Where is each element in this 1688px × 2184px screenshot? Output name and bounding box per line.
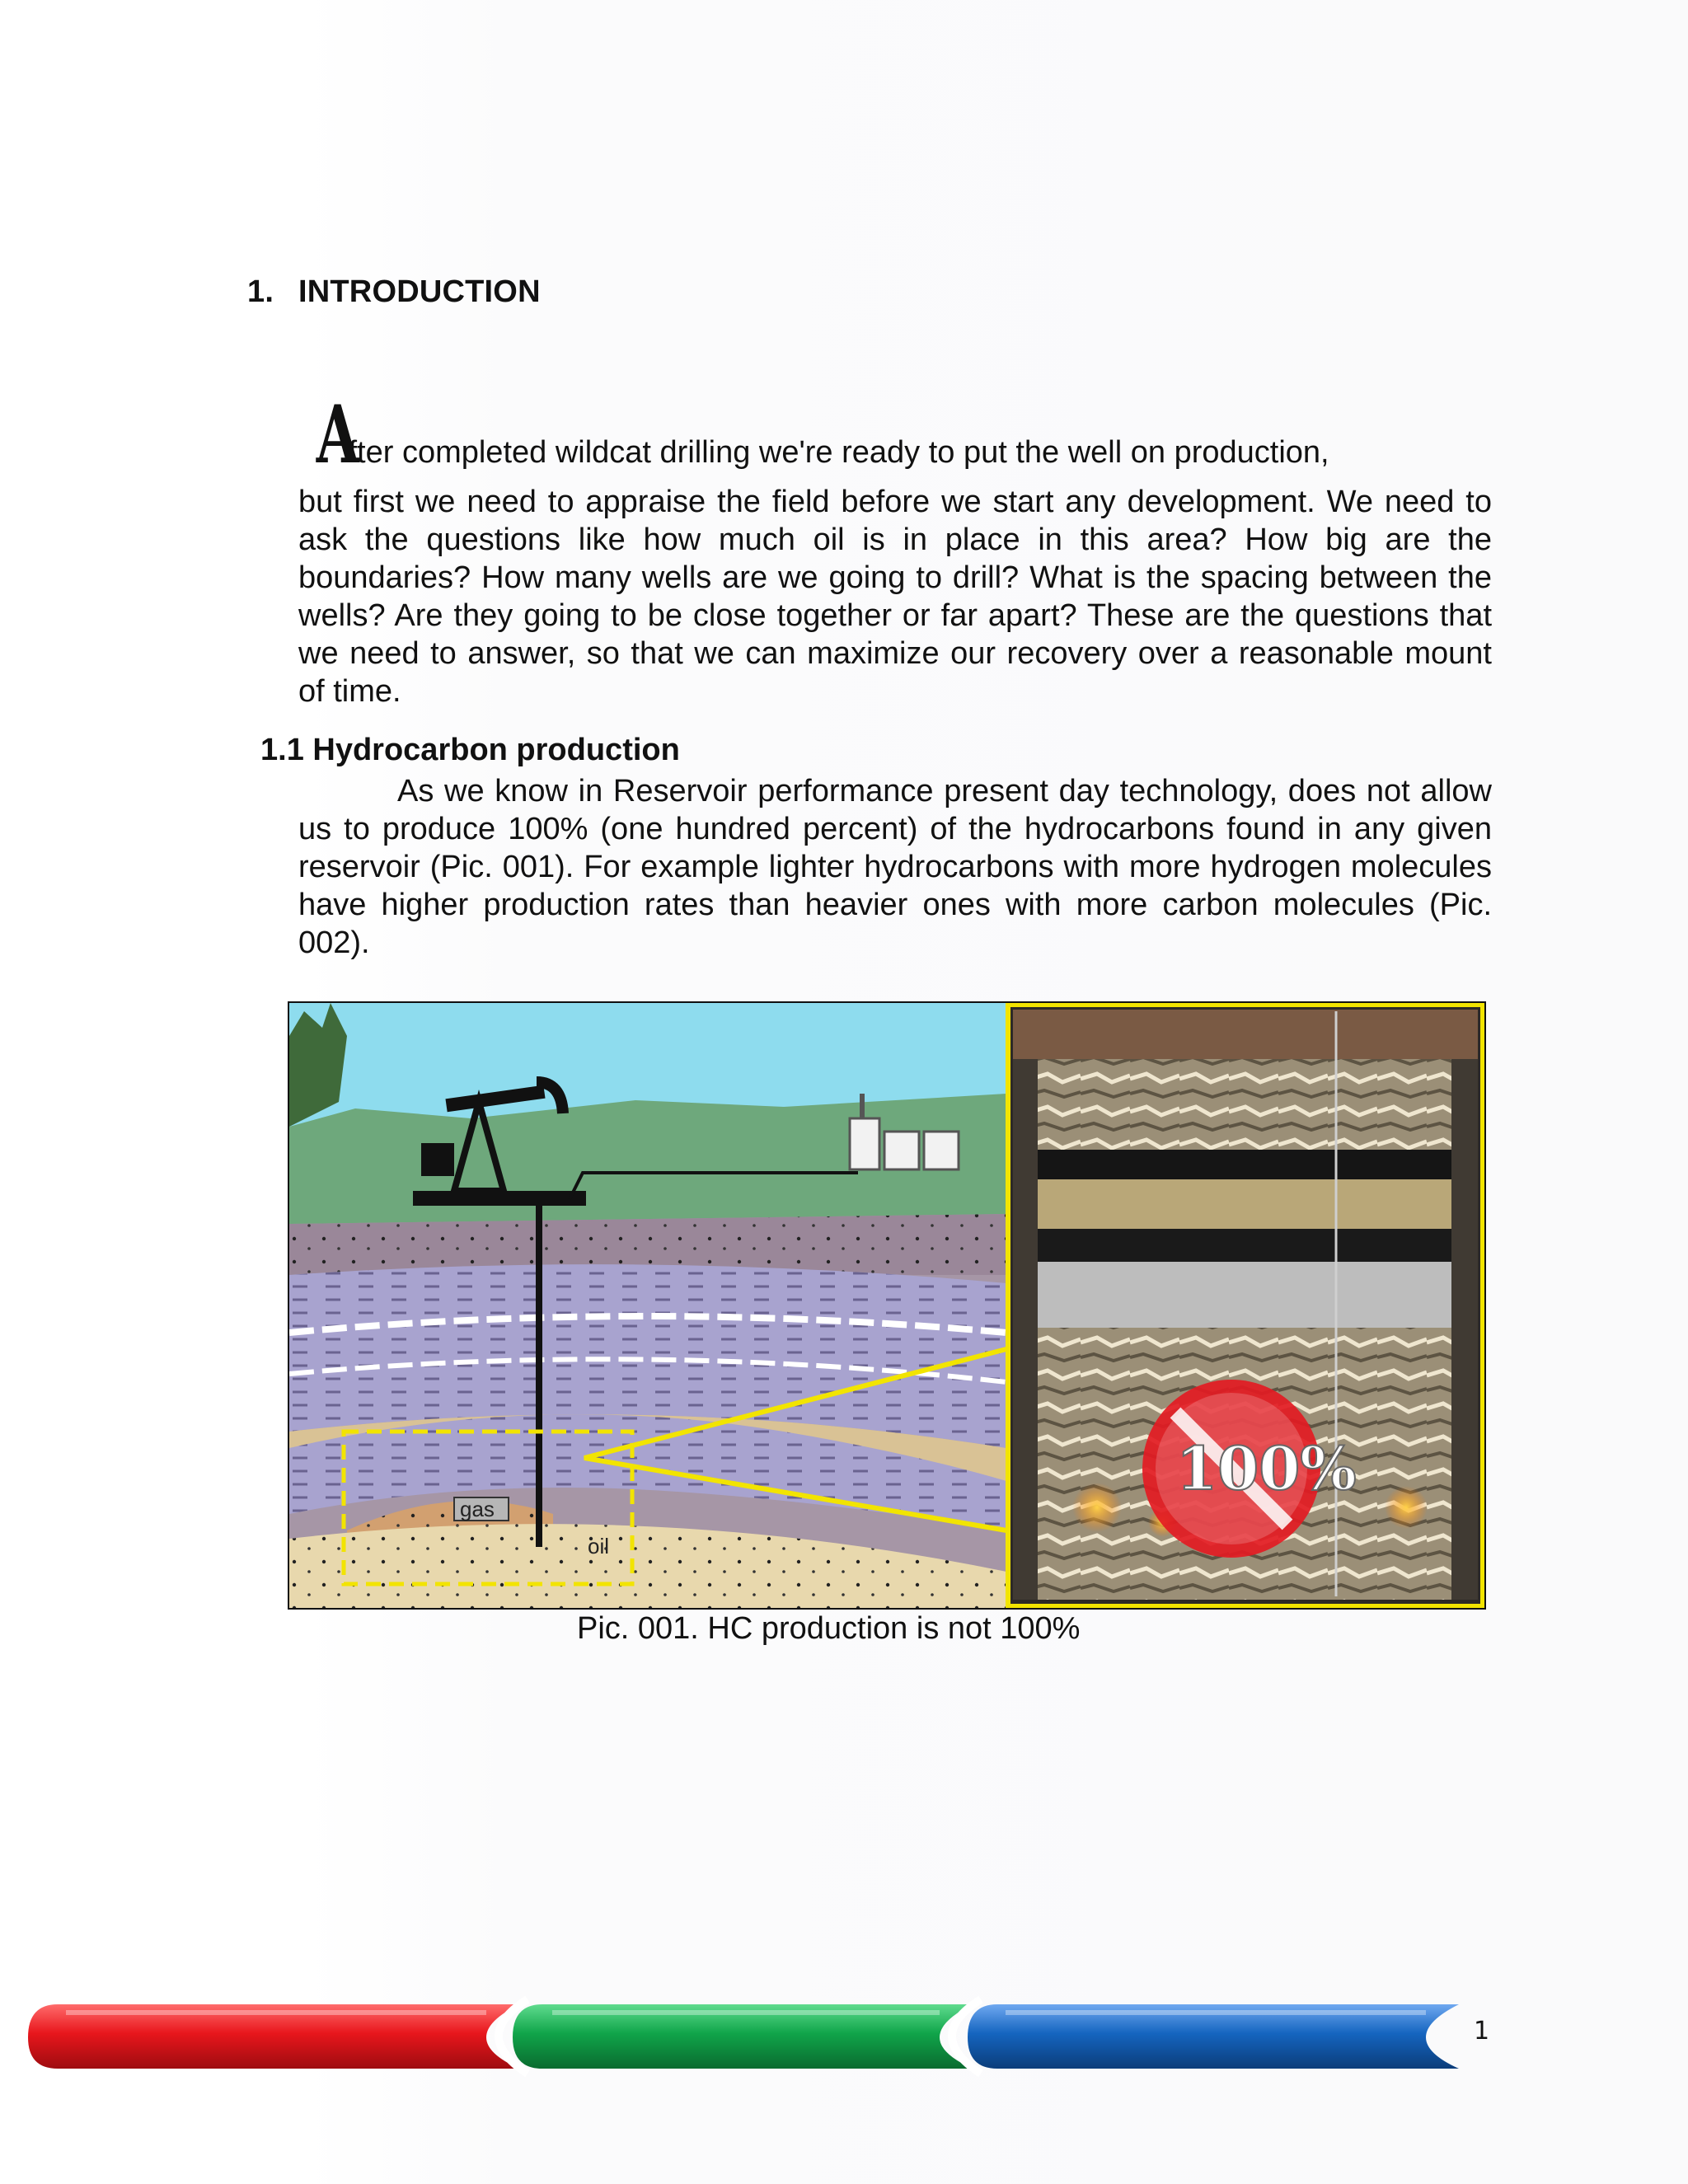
intro-body-text: but first we need to appraise the field before we start any development. We need to ask the questions like how much oil is in place in this area? How big are the boundaries? How many wells are we going to drill? What is the spacing between the wells? Are they going to be close together or far apart? These are the questions that we need to answer, so that we can maximize our recovery over a reasonable mount of time. [298,485,1492,709]
footer-decoration [25,1994,1475,2077]
subsection-paragraph: As we know in Reservoir performance present day technology, does not allow us to produce 100% (one hundred percent) of the hydrocarbons found in any given reservoir (Pic. 001). For example lighter hydrocarbons with more hydrogen molecules have higher production rates than heavier ones with more carbon molecules (Pic. 002). [298,774,1492,960]
figure-hc-production [288,1001,1486,1610]
gas-label [454,1497,509,1521]
footer-band-red [28,2004,519,2069]
subsection-heading: 1.1 Hydrocarbon production [260,733,680,767]
section-number: 1. [247,274,274,309]
oil-label-text: oil [588,1534,610,1558]
section-title: INTRODUCTION [298,274,541,309]
intro-paragraph [298,388,1492,710]
figure-caption: Pic. 001. HC production is not 100% [577,1611,1081,1646]
drop-cap: A [316,388,359,481]
figure-illustration [289,1003,1484,1608]
gas-label-text: gas [460,1497,495,1521]
footer-band-blue [968,2004,1459,2069]
subsurface-layers [289,1214,1006,1608]
footer-band-green [513,2004,973,2069]
intro-first-line [298,388,1492,481]
intro-first-line-text: fter completed wildcat drilling we're ready to put the well on production, [348,435,1329,470]
section-heading [247,274,541,310]
page-number: 1 [1474,2017,1490,2046]
surface-scene [289,1003,1006,1226]
stamp-text: 100% [1176,1433,1357,1503]
